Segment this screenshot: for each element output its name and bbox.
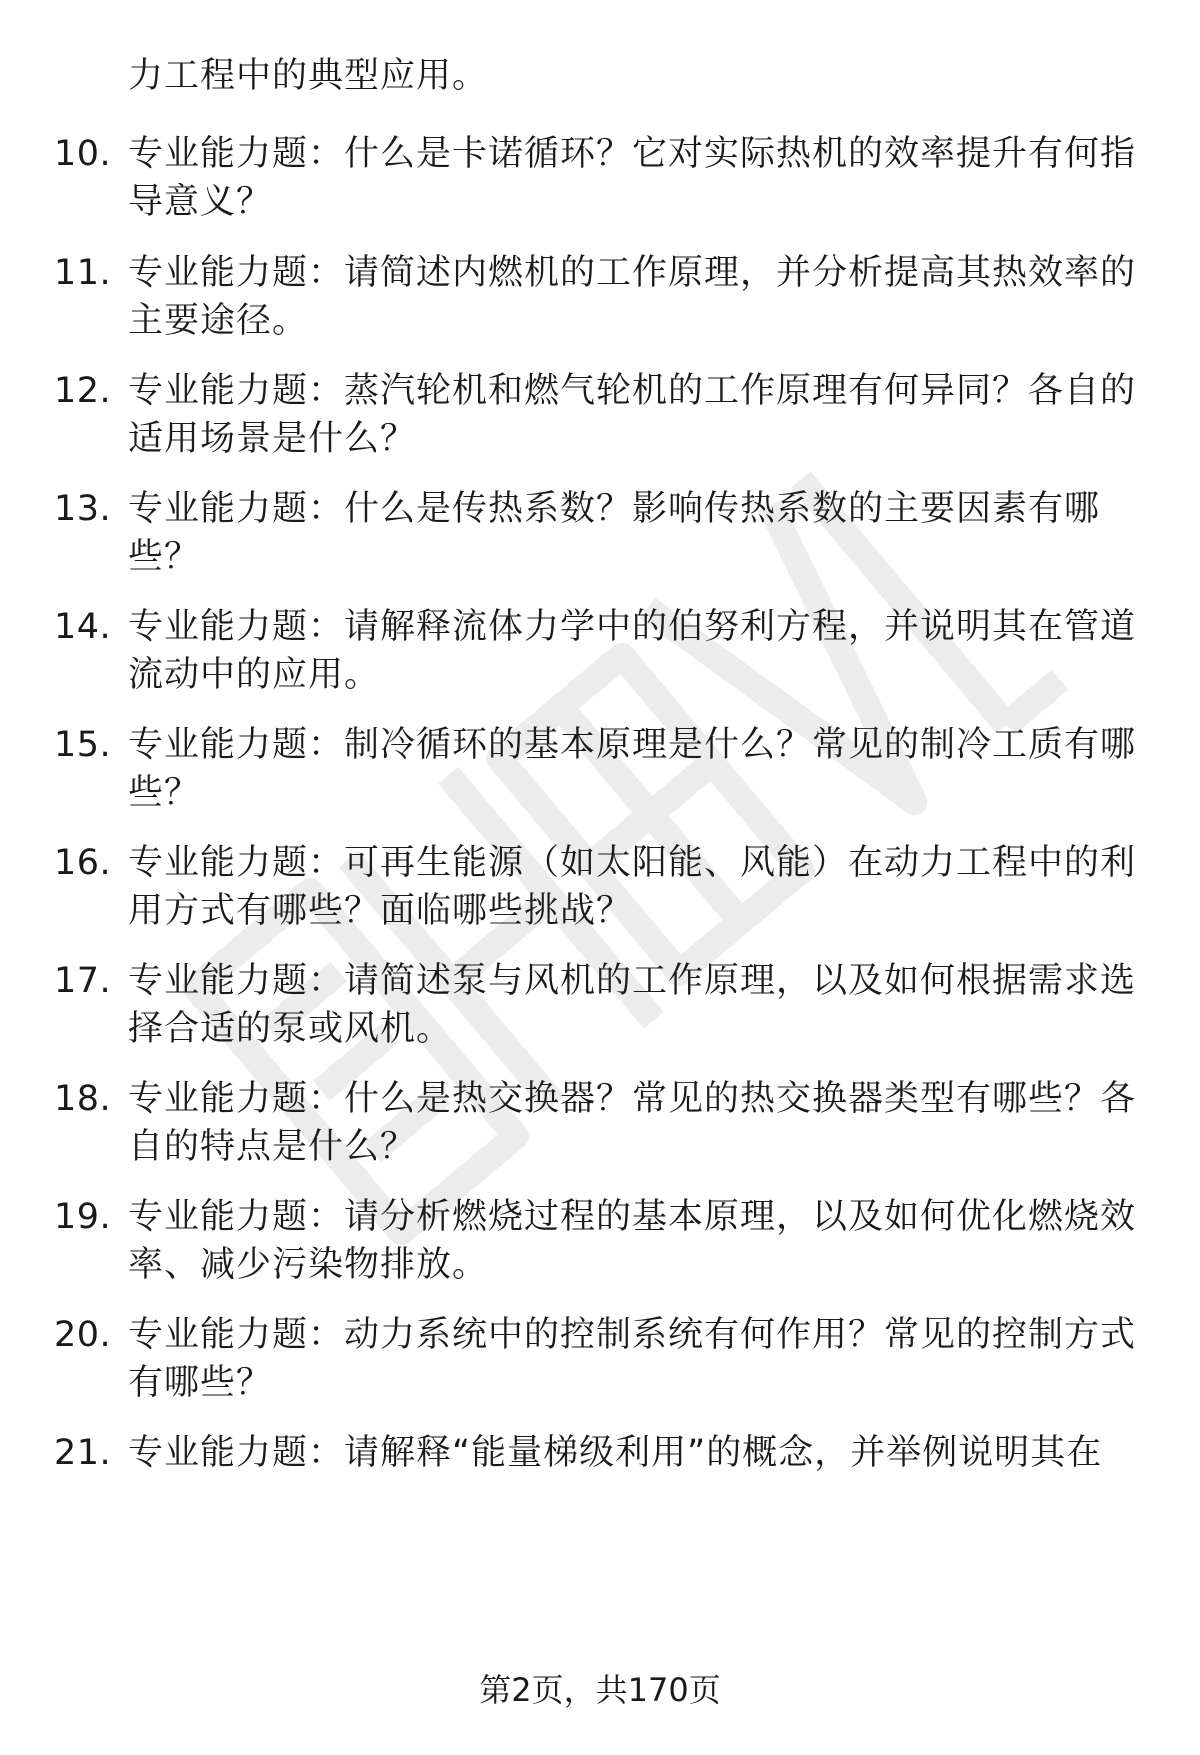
item-number: 15. bbox=[54, 725, 112, 765]
item-number: 21. bbox=[54, 1433, 112, 1473]
item-number: 14. bbox=[54, 607, 112, 647]
item-text: 专业能力题：蒸汽轮机和燃气轮机的工作原理有何异同？各自的适用场景是什么？ bbox=[128, 371, 1137, 459]
item-text: 专业能力题：制冷循环的基本原理是什么？常见的制冷工质有哪些？ bbox=[128, 725, 1137, 813]
item-number: 20. bbox=[54, 1315, 112, 1355]
item-number: 13. bbox=[54, 489, 112, 529]
item-text: 专业能力题：可再生能源（如太阳能、风能）在动力工程中的利用方式有哪些？面临哪些挑战？ bbox=[128, 843, 1137, 931]
item-text: 专业能力题：什么是热交换器？常见的热交换器类型有哪些？各自的特点是什么？ bbox=[128, 1079, 1137, 1167]
item-text: 专业能力题：请解释流体力学中的伯努利方程，并说明其在管道流动中的应用。 bbox=[128, 607, 1137, 695]
item-text: 专业能力题：动力系统中的控制系统有何作用？常见的控制方式有哪些？ bbox=[128, 1315, 1137, 1403]
item-text: 专业能力题：什么是卡诺循环？它对实际热机的效率提升有何指导意义？ bbox=[128, 134, 1137, 222]
page-number-footer: 第2页，共170页 bbox=[479, 1671, 721, 1709]
item-text: 专业能力题：什么是传热系数？影响传热系数的主要因素有哪些？ bbox=[128, 489, 1101, 577]
item-number: 17. bbox=[54, 961, 112, 1001]
item-number: 18. bbox=[54, 1079, 112, 1119]
item-number: 10. bbox=[54, 134, 112, 174]
item-number: 19. bbox=[54, 1197, 112, 1237]
item-text: 专业能力题：请分析燃烧过程的基本原理，以及如何优化燃烧效率、减少污染物排放。 bbox=[128, 1197, 1137, 1285]
item-text: 专业能力题：请简述泵与风机的工作原理，以及如何根据需求选择合适的泵或风机。 bbox=[128, 961, 1137, 1049]
item-number: 11. bbox=[54, 253, 112, 293]
item-text: 专业能力题：请解释“能量梯级利用”的概念，并举例说明其在 bbox=[128, 1433, 1103, 1473]
item-text: 力工程中的典型应用。 bbox=[128, 56, 489, 96]
item-text: 专业能力题：请简述内燃机的工作原理，并分析提高其热效率的主要途径。 bbox=[128, 253, 1137, 341]
item-number: 16. bbox=[54, 843, 112, 883]
item-number: 12. bbox=[54, 371, 112, 411]
